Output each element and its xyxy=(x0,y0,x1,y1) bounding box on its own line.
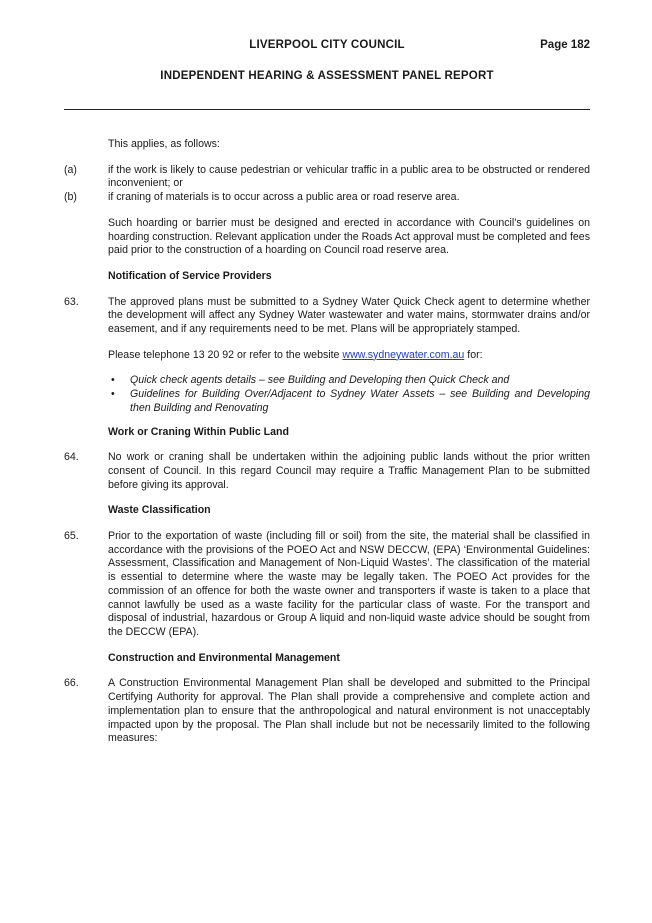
item-text: if craning of materials is to occur across a public area or road reserve area. xyxy=(108,191,460,204)
applies-item-b xyxy=(64,191,590,205)
report-title: INDEPENDENT HEARING & ASSESSMENT PANEL REPORT xyxy=(160,70,494,82)
bullet-icon: • xyxy=(111,374,115,387)
condition-65 xyxy=(64,530,590,640)
council-name: LIVERPOOL CITY COUNCIL xyxy=(249,39,405,51)
condition-number: 64. xyxy=(64,451,79,464)
bullet-text: Guidelines for Building Over/Adjacent to Sydney Water Assets – see Building and Developing then Building and Renovating xyxy=(130,388,590,414)
condition-text: The approved plans must be submitted to a Sydney Water Quick Check agent to determine whether the development will affect any Sydney Water wastewater and water mains, stormwater drains and/or easement, and if any requirements need to be met. Plans will be appropriately stamped. xyxy=(108,295,590,336)
bullet-list xyxy=(64,374,590,415)
condition-number: 66. xyxy=(64,677,79,690)
applies-item-a xyxy=(64,164,590,191)
section-heading-craning: Work or Craning Within Public Land xyxy=(108,425,289,438)
intro-paragraph xyxy=(64,138,590,152)
bullet-icon: • xyxy=(111,388,115,401)
condition-text: Prior to the exportation of waste (including fill or soil) from the site, the material shall be classified in accordance with the provisions of the POEO Act and NSW DECCW, (EPA) ‘Environmental Guidelines: Assessment, Classification and Management of Non-Liquid Wastes’. The classification of the material is essential to determine where the waste may be legally taken. The POEO Act provides for the commission of an offence for both the waste owner and transporters if waste is taken to a place that cannot lawfully be used as a waste facility for the particular class of waste. For the transport and disposal of industrial, hazardous or Group A liquid and non-liquid waste advice should be sought from the DECCW (EPA). xyxy=(108,530,590,638)
condition-number: 65. xyxy=(64,530,79,543)
phone-suffix: for: xyxy=(467,348,483,361)
document-body xyxy=(64,138,590,758)
item-label: (a) xyxy=(64,163,77,176)
hoarding-paragraph: Such hoarding or barrier must be designed and erected in accordance with Council’s guidelines on hoarding construction. Relevant application under the Roads Act approval must be completed and fees paid prior to the construction of a hoarding on Council road reserve area. xyxy=(108,216,590,257)
list-item xyxy=(108,374,590,388)
condition-text: No work or craning shall be undertaken within the adjoining public lands without the prior written consent of Council. In this regard Council may require a Traffic Management Plan to be submitted before giving its approval. xyxy=(108,451,590,491)
condition-63 xyxy=(64,296,590,337)
bullet-text: Quick check agents details – see Building and Developing then Quick Check and xyxy=(130,374,510,387)
condition-66 xyxy=(64,677,590,746)
page-number: Page 182 xyxy=(540,39,590,51)
item-text: if the work is likely to cause pedestrian or vehicular traffic in a public area to be obstructed or rendered inconvenient; or xyxy=(108,163,590,190)
section-heading-notification: Notification of Service Providers xyxy=(108,269,272,282)
condition-number: 63. xyxy=(64,295,79,308)
condition-text: A Construction Environmental Management Plan shall be developed and submitted to the Principal Certifying Authority for approval. The Plan shall provide a comprehensive and complete action and implementation plan to ensure that the anthropological and natural environment is not unacceptably impacted upon by the proposal. The Plan shall include but not be necessarily limited to the following measures: xyxy=(108,677,590,745)
header-divider xyxy=(64,109,590,110)
phone-paragraph xyxy=(64,349,590,363)
section-heading-construction: Construction and Environmental Management xyxy=(108,651,340,664)
list-item xyxy=(108,388,590,415)
phone-prefix: Please telephone 13 20 92 or refer to the website xyxy=(108,348,340,361)
intro-text: This applies, as follows: xyxy=(108,138,220,150)
sydney-water-link[interactable]: www.sydneywater.com.au xyxy=(342,348,465,361)
section-heading-waste: Waste Classification xyxy=(108,504,211,517)
item-label: (b) xyxy=(64,191,77,204)
condition-64 xyxy=(64,451,590,492)
